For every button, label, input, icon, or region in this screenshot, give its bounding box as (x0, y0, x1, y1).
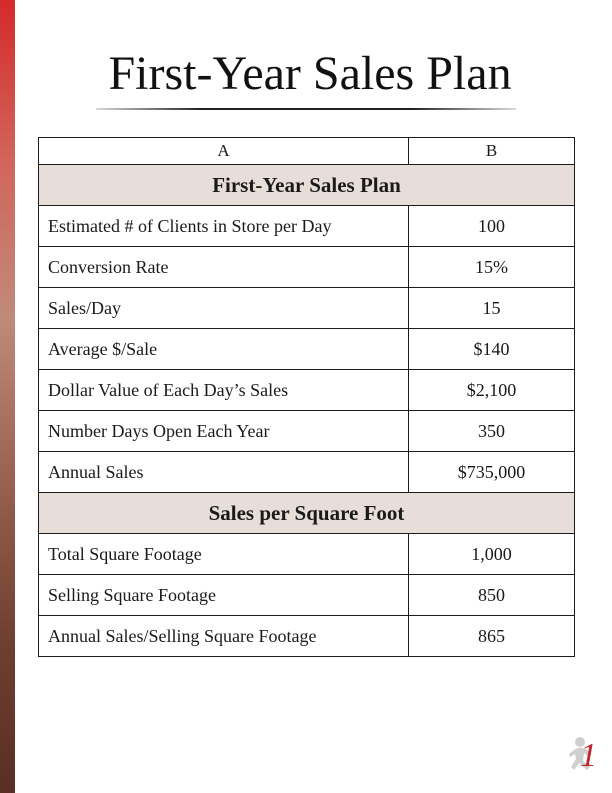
table-row (39, 616, 575, 657)
row-label: Estimated # of Clients in Store per Day (39, 206, 409, 247)
row-value: $140 (409, 329, 575, 370)
table-row (39, 411, 575, 452)
section-heading: Sales per Square Foot (39, 493, 575, 534)
row-value: 1,000 (409, 534, 575, 575)
row-value: $735,000 (409, 452, 575, 493)
row-value: 850 (409, 575, 575, 616)
side-accent-stripe (0, 0, 15, 793)
sales-plan-table (38, 137, 575, 657)
table-row (39, 370, 575, 411)
title-divider (96, 108, 516, 110)
row-label: Annual Sales/Selling Square Footage (39, 616, 409, 657)
row-label: Sales/Day (39, 288, 409, 329)
row-value: 15 (409, 288, 575, 329)
row-label: Dollar Value of Each Day’s Sales (39, 370, 409, 411)
column-header-a: A (39, 138, 409, 165)
table-row (39, 329, 575, 370)
row-value: 100 (409, 206, 575, 247)
row-label: Total Square Footage (39, 534, 409, 575)
page-title: First-Year Sales Plan (108, 47, 512, 100)
table-row (39, 206, 575, 247)
page-number: 1 (580, 737, 597, 774)
table-row (39, 288, 575, 329)
page-number-badge (566, 734, 606, 780)
row-label: Conversion Rate (39, 247, 409, 288)
row-label: Number Days Open Each Year (39, 411, 409, 452)
row-label: Selling Square Footage (39, 575, 409, 616)
section-header-row (39, 493, 575, 534)
row-label: Average $/Sale (39, 329, 409, 370)
section-heading: First-Year Sales Plan (39, 165, 575, 206)
section-header-row (39, 165, 575, 206)
table-row (39, 452, 575, 493)
column-header-row (39, 138, 575, 165)
row-value: 15% (409, 247, 575, 288)
column-header-b: B (409, 138, 575, 165)
table-row (39, 247, 575, 288)
table-row (39, 534, 575, 575)
row-value: $2,100 (409, 370, 575, 411)
row-value: 350 (409, 411, 575, 452)
row-value: 865 (409, 616, 575, 657)
row-label: Annual Sales (39, 452, 409, 493)
table-row (39, 575, 575, 616)
